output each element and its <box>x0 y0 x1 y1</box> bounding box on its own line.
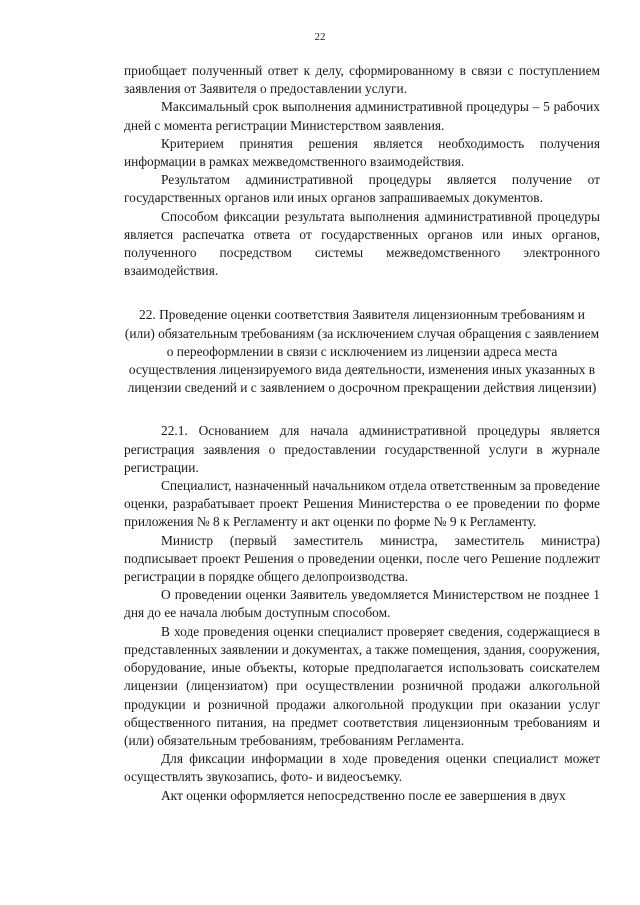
paragraph-notification: О проведении оценки Заявитель уведомляется Министерством не позднее 1 дня до ее начала любым доступным способом. <box>124 587 600 621</box>
document-body <box>124 62 600 805</box>
paragraph-specialist: Специалист, назначенный начальником отдела ответственным за проведение оценки, разрабатывает проект Решения Министерства о ее проведении по форме приложения № 8 к Регламенту и акт оценки по форме № 9 к Регламенту. <box>124 478 600 530</box>
paragraph-continuation: приобщает полученный ответ к делу, сформированному в связи с поступлением заявления от Заявителя о предоставлении услуги. <box>124 63 600 97</box>
paragraph-act: Акт оценки оформляется непосредственно после ее завершения в двух <box>161 787 566 803</box>
paragraph-minister: Министр (первый заместитель министра, заместитель министра) подписывает проект Решения о проведении оценки, после чего Решение подлежит регистрации в порядке общего делопроизводства. <box>124 532 600 585</box>
paragraph-grounds: 22.1. Основанием для начала административной процедуры является регистрация заявления о предоставлении государственной услуги в журнале регистрации. <box>124 423 600 475</box>
paragraph-decision-criterion: Критерием принятия решения является необходимость получения информации в рамках межведомственного взаимодействия. <box>124 135 600 170</box>
paragraph-max-term: Максимальный срок выполнения административной процедуры – 5 рабочих дней с момента регистрации Министерством заявления. <box>124 99 600 133</box>
section-heading: 22. Проведение оценки соответствия Заявителя лицензионным требованиям и (или) обязательным требованиям (за исключением случая обращения с заявлением о переоформлении в связи с исключением из лицензии адреса места осуществления лицензируемого вида деятельности, изменения иных указанных в лицензии сведений и с заявлением о досрочном прекращении действия лицензии) <box>124 307 600 396</box>
paragraph-recording: Для фиксации информации в ходе проведения оценки специалист может осуществлять звукозапись, фото- и видеосъемку. <box>124 751 600 785</box>
paragraph-result: Результатом административной процедуры является получение от государственных органов или иных органов запрашиваемых документов. <box>124 172 600 206</box>
paragraph-fixation-method: Способом фиксации результата выполнения административной процедуры является распечатка ответа от государственных органов или иных органов, полученного посредством системы межведомственного электронного взаимодействия. <box>124 208 600 279</box>
paragraph-inspection: В ходе проведения оценки специалист проверяет сведения, содержащиеся в представленных заявлении и документах, а также помещения, здания, сооружения, оборудование, иные объекты, которые предполагается использовать соискателем лицензии (лицензиатом) при осуществлении розничной продажи алкогольной продукции и розничной продажи алкогольной продукции при оказании услуг общественного питания, на предмет соответствия лицензионным требованиям и (или) обязательным требованиям, требованиям Регламента. <box>124 623 600 748</box>
page-number: 22 <box>314 31 326 43</box>
